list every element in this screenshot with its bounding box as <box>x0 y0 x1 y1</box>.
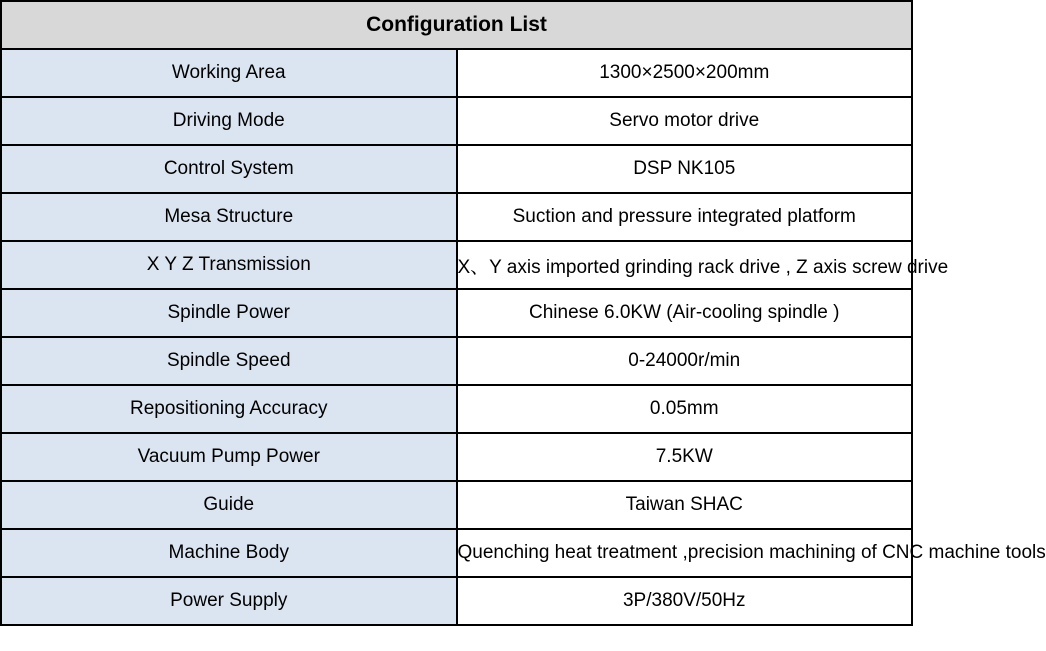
parameter-label: Machine Body <box>1 529 457 577</box>
parameter-value: 7.5KW <box>457 433 913 481</box>
parameter-value: Suction and pressure integrated platform <box>457 193 913 241</box>
parameter-label: Power Supply <box>1 577 457 625</box>
parameter-value: 0-24000r/min <box>457 337 913 385</box>
parameter-value: Servo motor drive <box>457 97 913 145</box>
parameter-label: Guide <box>1 481 457 529</box>
table-row <box>1 577 912 625</box>
table-row <box>1 337 912 385</box>
parameter-label: Driving Mode <box>1 97 457 145</box>
parameter-value: Chinese 6.0KW (Air-cooling spindle ) <box>457 289 913 337</box>
table-row <box>1 145 912 193</box>
title-row <box>1 1 912 49</box>
table-row <box>1 289 912 337</box>
table-row <box>1 385 912 433</box>
table-title: Configuration List <box>1 1 912 49</box>
table-row <box>1 241 912 289</box>
table-row <box>1 529 912 577</box>
parameter-label: X Y Z Transmission <box>1 241 457 289</box>
parameter-label: Repositioning Accuracy <box>1 385 457 433</box>
parameter-label: Working Area <box>1 49 457 97</box>
parameter-value: 3P/380V/50Hz <box>457 577 913 625</box>
parameter-label: Vacuum Pump Power <box>1 433 457 481</box>
parameter-label: Spindle Speed <box>1 337 457 385</box>
parameter-label: Mesa Structure <box>1 193 457 241</box>
parameter-value: DSP NK105 <box>457 145 913 193</box>
table-row <box>1 433 912 481</box>
parameter-value: Taiwan SHAC <box>457 481 913 529</box>
table-row <box>1 193 912 241</box>
parameter-label: Spindle Power <box>1 289 457 337</box>
parameter-label: Control System <box>1 145 457 193</box>
parameter-value: X、Y axis imported grinding rack drive , Z axis screw drive <box>457 241 913 289</box>
parameter-value: 1300×2500×200mm <box>457 49 913 97</box>
parameter-value: Quenching heat treatment ,precision machining of CNC machine tools <box>457 529 913 577</box>
table-row <box>1 481 912 529</box>
table-row <box>1 97 912 145</box>
table-row <box>1 49 912 97</box>
parameter-value: 0.05mm <box>457 385 913 433</box>
